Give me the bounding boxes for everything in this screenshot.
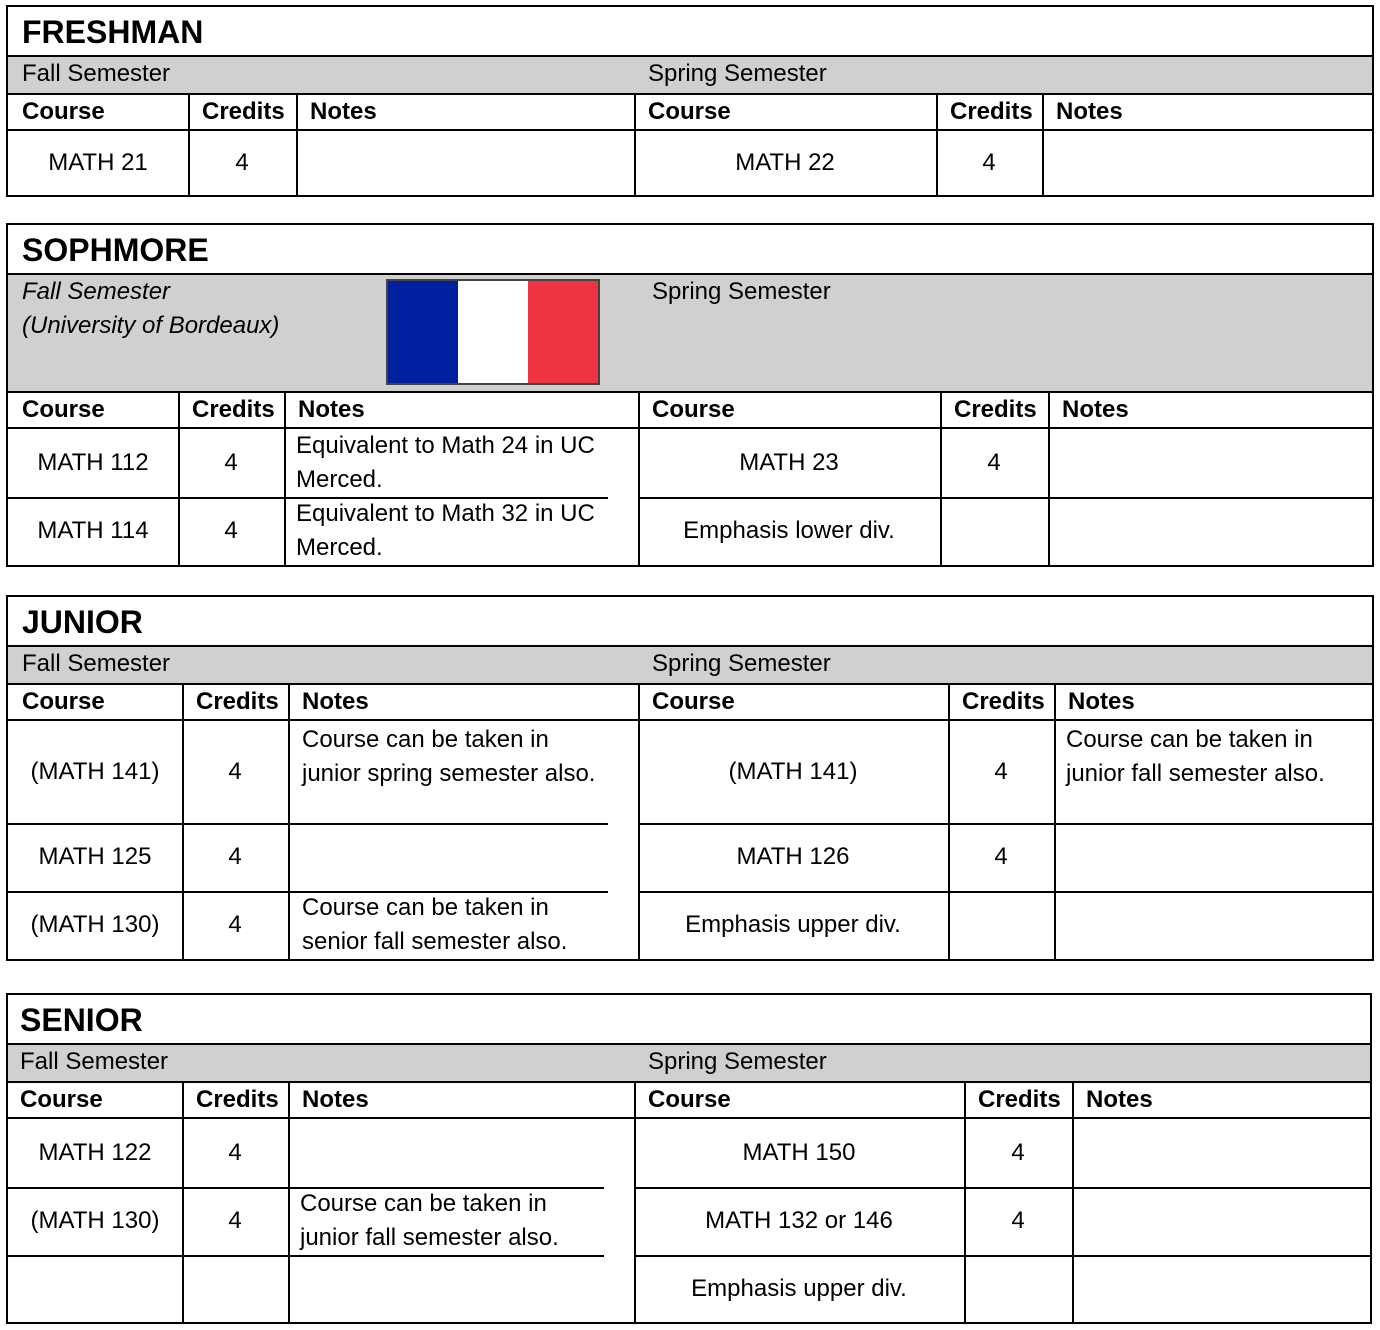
course-column-header: Course	[8, 393, 180, 429]
fall-semester-header: Fall Semester	[8, 647, 610, 685]
notes-cell	[1042, 131, 1372, 195]
spacer-column	[608, 721, 640, 825]
course-cell: Emphasis upper div.	[638, 891, 950, 959]
notes-cell	[296, 131, 608, 195]
senior-title: SENIOR	[8, 995, 1370, 1045]
spacer-column	[608, 891, 640, 959]
course-column-header: Course	[634, 95, 938, 131]
spacer-column	[606, 95, 636, 131]
course-cell: MATH 22	[634, 131, 938, 195]
sophomore-table	[6, 223, 1374, 567]
flag-white-stripe	[458, 281, 528, 383]
spring-semester-header: Spring Semester	[638, 275, 1372, 393]
fall-semester-label: Fall Semester	[22, 278, 171, 305]
freshman-table	[6, 5, 1374, 197]
course-column-header: Course	[638, 685, 950, 721]
notes-cell: Equivalent to Math 32 in UC Merced.	[284, 497, 610, 565]
credits-cell: 4	[182, 1187, 290, 1257]
credits-cell: 4	[940, 429, 1050, 499]
spacer-column	[604, 1119, 636, 1189]
credits-cell	[964, 1255, 1074, 1322]
credits-cell: 4	[182, 823, 290, 893]
notes-cell	[1072, 1187, 1370, 1257]
spring-semester-header: Spring Semester	[634, 57, 1372, 95]
notes-column-header: Notes	[1042, 95, 1372, 131]
fall-semester-header	[8, 275, 610, 393]
credits-cell	[948, 891, 1056, 959]
notes-cell	[288, 823, 610, 893]
course-cell: MATH 122	[8, 1119, 184, 1189]
fall-semester-header: Fall Semester	[8, 1045, 606, 1083]
sophomore-title: SOPHMORE	[8, 225, 1372, 275]
course-cell: Emphasis upper div.	[634, 1255, 966, 1322]
credits-cell: 4	[178, 497, 286, 565]
course-cell: MATH 132 or 146	[634, 1187, 966, 1257]
notes-cell: Course can be taken in junior fall semester also.	[288, 1187, 606, 1257]
spring-semester-header: Spring Semester	[638, 647, 1372, 685]
spacer-column	[608, 685, 640, 721]
course-cell: (MATH 141)	[8, 721, 184, 825]
notes-column-header: Notes	[296, 95, 608, 131]
notes-cell	[1072, 1119, 1370, 1189]
credits-cell: 4	[182, 1119, 290, 1189]
course-cell: (MATH 130)	[8, 1187, 184, 1257]
notes-cell	[1054, 891, 1372, 959]
notes-column-header: Notes	[288, 1083, 606, 1119]
course-cell: MATH 21	[8, 131, 190, 195]
credits-column-header: Credits	[178, 393, 286, 429]
credits-cell: 4	[964, 1187, 1074, 1257]
course-cell: MATH 114	[8, 497, 180, 565]
credits-column-header: Credits	[188, 95, 298, 131]
flag-blue-stripe	[388, 281, 458, 383]
notes-cell: Equivalent to Math 24 in UC Merced.	[284, 429, 610, 499]
notes-cell	[288, 1119, 606, 1189]
course-cell: MATH 126	[638, 823, 950, 893]
spacer-column	[608, 429, 640, 499]
course-cell: (MATH 130)	[8, 891, 184, 959]
junior-title: JUNIOR	[8, 597, 1372, 647]
notes-cell	[1048, 497, 1372, 565]
credits-column-header: Credits	[940, 393, 1050, 429]
spacer-column	[606, 57, 636, 95]
course-cell: Emphasis lower div.	[638, 497, 942, 565]
notes-cell: Course can be taken in junior spring semester also.	[288, 721, 610, 825]
notes-column-header: Notes	[1072, 1083, 1370, 1119]
credits-cell: 4	[948, 823, 1056, 893]
fall-semester-school: (University of Bordeaux)	[22, 312, 280, 339]
spacer-column	[604, 1045, 636, 1083]
spacer-column	[606, 131, 636, 195]
spacer-column	[604, 1255, 636, 1322]
france-flag-icon	[386, 279, 600, 385]
spacer-column	[608, 275, 640, 393]
credits-cell	[182, 1255, 290, 1322]
spring-semester-header: Spring Semester	[634, 1045, 1370, 1083]
course-cell	[8, 1255, 184, 1322]
notes-column-header: Notes	[1054, 685, 1372, 721]
notes-cell: Course can be taken in senior fall semester also.	[288, 891, 610, 959]
spacer-column	[608, 823, 640, 893]
credits-column-header: Credits	[936, 95, 1044, 131]
course-cell: (MATH 141)	[638, 721, 950, 825]
notes-cell	[1048, 429, 1372, 499]
credits-cell: 4	[178, 429, 286, 499]
credits-column-header: Credits	[182, 685, 290, 721]
course-column-header: Course	[8, 685, 184, 721]
notes-cell	[288, 1255, 606, 1322]
credits-cell: 4	[948, 721, 1056, 825]
notes-cell	[1054, 823, 1372, 893]
credits-cell: 4	[188, 131, 298, 195]
credits-cell: 4	[182, 721, 290, 825]
spacer-column	[604, 1187, 636, 1257]
notes-cell	[1072, 1255, 1370, 1322]
course-cell: MATH 125	[8, 823, 184, 893]
freshman-title: FRESHMAN	[8, 7, 1372, 57]
senior-table	[6, 993, 1372, 1324]
course-column-header: Course	[8, 95, 190, 131]
credits-cell: 4	[936, 131, 1044, 195]
course-cell: MATH 150	[634, 1119, 966, 1189]
course-column-header: Course	[638, 393, 942, 429]
credits-column-header: Credits	[182, 1083, 290, 1119]
spacer-column	[604, 1083, 636, 1119]
course-cell: MATH 23	[638, 429, 942, 499]
notes-cell: Course can be taken in junior fall semester also.	[1054, 721, 1372, 825]
notes-column-header: Notes	[284, 393, 610, 429]
flag-red-stripe	[528, 281, 598, 383]
credits-column-header: Credits	[948, 685, 1056, 721]
course-column-header: Course	[634, 1083, 966, 1119]
credits-cell: 4	[182, 891, 290, 959]
spacer-column	[608, 497, 640, 565]
credits-column-header: Credits	[964, 1083, 1074, 1119]
credits-cell	[940, 497, 1050, 565]
fall-semester-header: Fall Semester	[8, 57, 608, 95]
credits-cell: 4	[964, 1119, 1074, 1189]
spacer-column	[608, 647, 640, 685]
junior-table	[6, 595, 1374, 961]
spacer-column	[608, 393, 640, 429]
course-column-header: Course	[8, 1083, 184, 1119]
course-cell: MATH 112	[8, 429, 180, 499]
notes-column-header: Notes	[1048, 393, 1372, 429]
notes-column-header: Notes	[288, 685, 610, 721]
